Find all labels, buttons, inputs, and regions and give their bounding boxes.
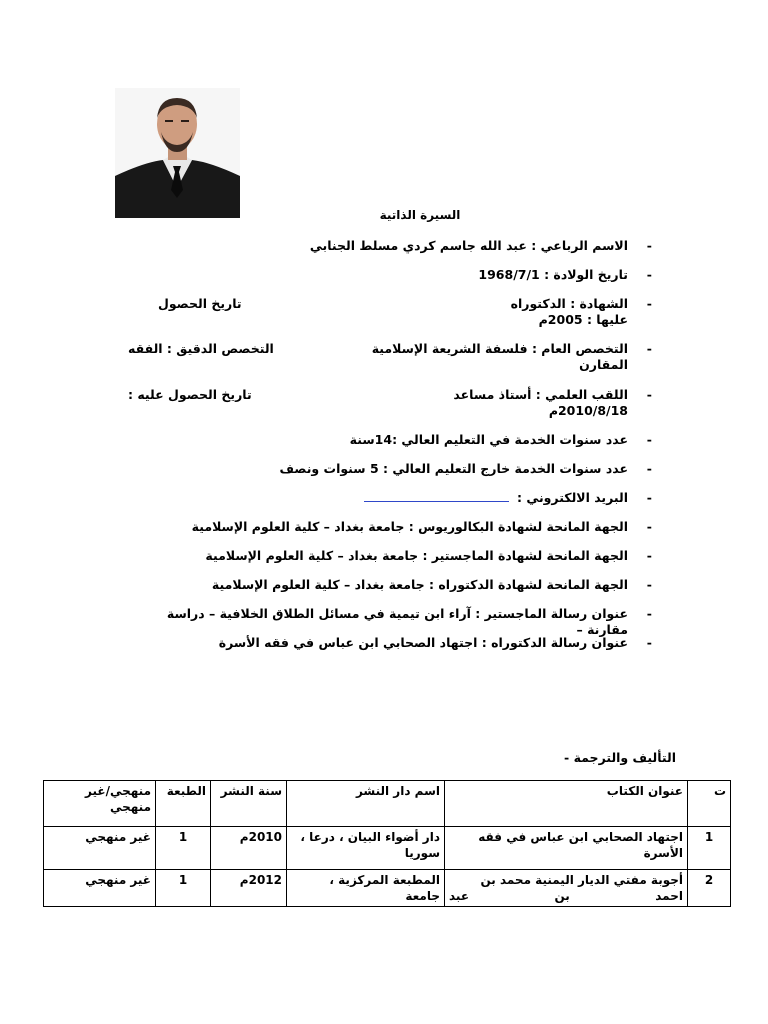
table-cell: 2012م [211,870,287,907]
table-cell: 1 [156,827,211,870]
header-cell: الطبعة [156,781,211,827]
bullet-dash: - [646,577,652,592]
degree [128,296,652,328]
bullet-dash: - [646,461,652,476]
item-line2: المقارن [579,357,628,372]
master-thesis-title [128,606,652,638]
specialization [128,341,652,373]
item-text: التخصص العام : فلسفة الشريعة الإسلامية [371,341,628,356]
table-header-row [44,781,731,827]
table-cell: دار أضواء البيان ، درعا ، سوريا [287,827,445,870]
bullet-dash: - [646,341,652,356]
table-cell: 1 [688,827,731,870]
page-title: السيرة الذاتية [379,208,461,222]
email-link[interactable] [364,490,509,502]
item-text: عدد سنوات الخدمة في التعليم العالي :14سنة [349,432,628,447]
table-cell: 2010م [211,827,287,870]
table-cell: 1 [156,870,211,907]
item-text: الشهادة : الدكتوراه [510,296,628,311]
header-cell: عنوان الكتاب [445,781,688,827]
email [128,490,652,506]
item-text: اللقب العلمي : أستاذ مساعد [453,387,628,402]
profile-photo [115,88,240,218]
bullet-dash: - [646,238,652,253]
birth-date [128,267,652,283]
bullet-dash: - [646,548,652,563]
table-row [44,870,731,907]
table-cell: 2 [688,870,731,907]
bullet-dash: - [646,267,652,282]
master-granting-body [128,548,652,564]
bullet-dash: - [646,432,652,447]
bullet-dash: - [646,296,652,311]
service-years-higher-ed [128,432,652,448]
item-line2: 2010/8/18م [548,403,628,418]
table-cell: أجوبة مفتي الديار اليمنية محمد بن احمد بن عبد [445,870,688,907]
bullet-dash: - [646,387,652,402]
books-table [43,780,731,907]
table-cell: المطبعة المركزية ، جامعة [287,870,445,907]
item-text: البريد الالكتروني : [516,490,628,505]
item-text: الاسم الرباعي : عبد الله جاسم كردي مسلط الجنابي [309,238,628,253]
bullet-dash: - [646,519,652,534]
item-text: عنوان رسالة الماجستير : آراء ابن تيمية في مسائل الطلاق الخلافية – دراسة مقارنة – [166,606,628,637]
item-side: تاريخ الحصول [158,296,242,311]
bullet-dash: - [564,750,570,765]
full-name [128,238,652,254]
item-text: الجهة المانحة لشهادة الدكتوراه : جامعة بغداد – كلية العلوم الإسلامية [211,577,628,592]
bachelor-granting-body [128,519,652,535]
section-title [546,750,676,765]
bullet-dash: - [646,606,652,621]
item-text: تاريخ الولادة : 1968/7/1 [478,267,628,282]
bullet-dash: - [646,635,652,650]
header-cell: منهجي/غير منهجي [44,781,156,827]
header-cell: اسم دار النشر [287,781,445,827]
item-text: الجهة المانحة لشهادة البكالوريوس : جامعة بغداد – كلية العلوم الإسلامية [191,519,628,534]
item-line2: عليها : 2005م [538,312,628,327]
header-cell: ت [688,781,731,827]
service-years-outside [128,461,652,477]
academic-title [128,387,652,419]
item-text: عدد سنوات الخدمة خارج التعليم العالي : 5 سنوات ونصف [279,461,628,476]
header-cell: سنة النشر [211,781,287,827]
item-text: عنوان رسالة الدكتوراه : اجتهاد الصحابي ابن عباس في فقه الأسرة [218,635,628,650]
table-row [44,827,731,870]
phd-granting-body [128,577,652,593]
item-side: تاريخ الحصول عليه : [128,387,252,402]
table-cell: اجتهاد الصحابي ابن عباس في فقه الأسرة [445,827,688,870]
bullet-dash: - [646,490,652,505]
item-text: الجهة المانحة لشهادة الماجستير : جامعة بغداد – كلية العلوم الإسلامية [205,548,628,563]
section-title-text: التأليف والترجمة [573,750,676,765]
table-cell: غير منهجي [44,870,156,907]
item-side: التخصص الدقيق : الفقه [128,341,274,356]
table-cell: غير منهجي [44,827,156,870]
phd-thesis-title [128,635,652,651]
